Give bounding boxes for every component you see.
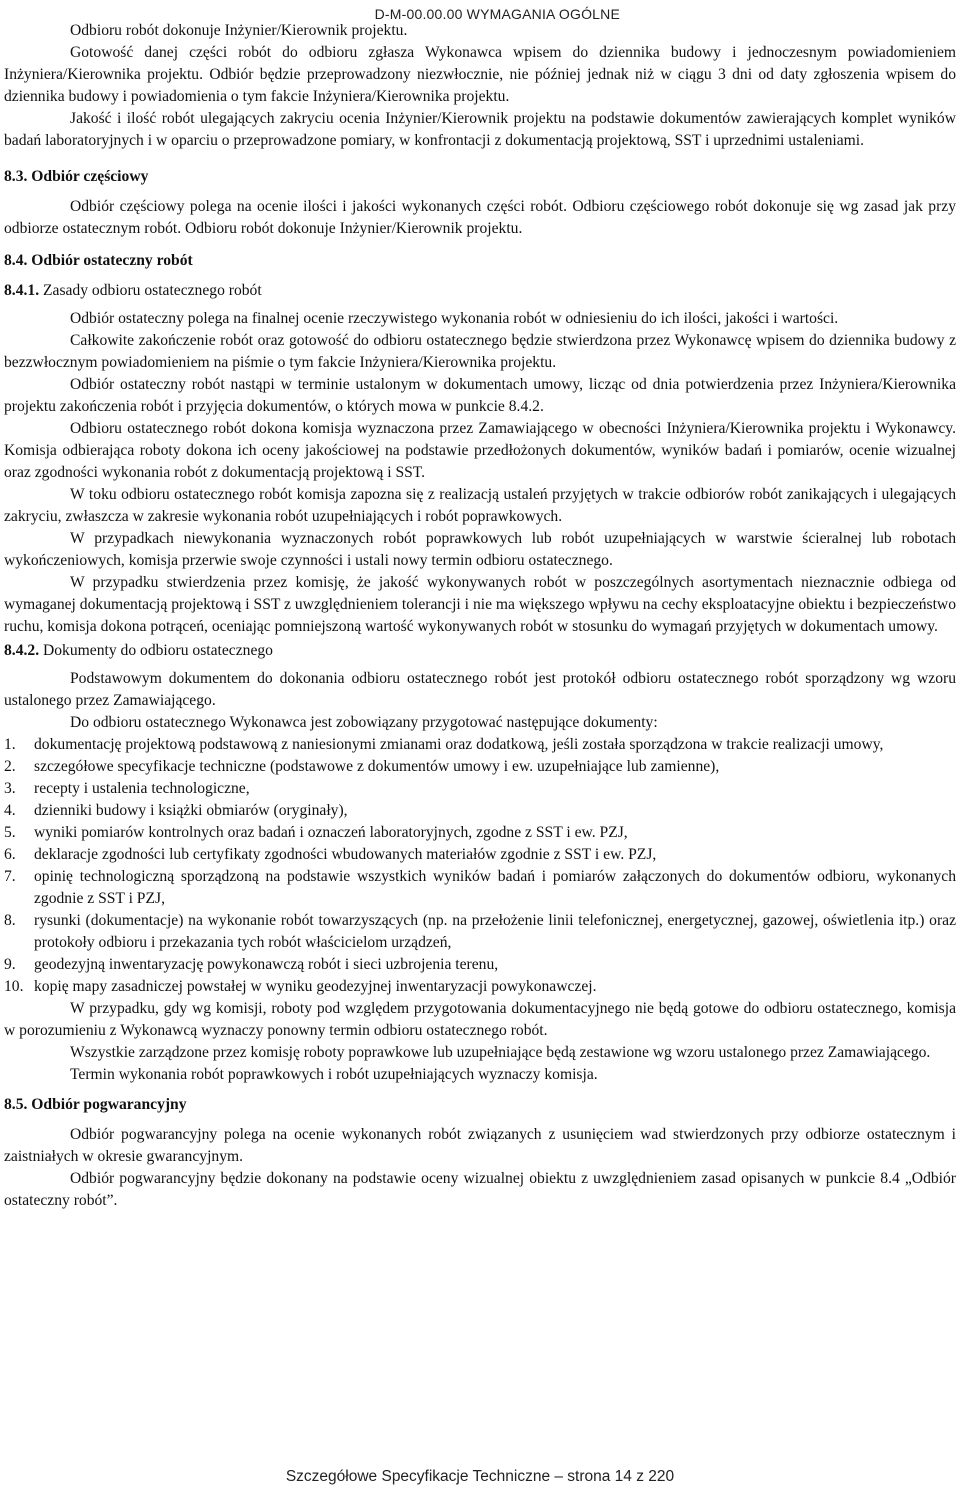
subsection-number: 8.4.1. xyxy=(4,282,40,299)
section-heading-8-3: 8.3. Odbiór częściowy xyxy=(4,168,149,185)
paragraph: Całkowite zakończenie robót oraz gotowość do odbioru ostatecznego będzie stwierdzona przez Wykonawcę wpisem do dziennika budowy z bezzwłocznym powiadomieniem na piśmie o tym fakcie Inżyniera/Kierownika projektu. xyxy=(4,332,956,371)
list-number: 5. xyxy=(4,824,16,841)
paragraph: Odbioru ostatecznego robót dokona komisja wyznaczona przez Zamawiającego w obecności Inżyniera/Kierownika projektu i Wykonawcy. Komisja odbierająca roboty dokona ich oceny jakościowej na podstawie przedłożonych dokumentów, wyników badań i pomiarów, ocenie wizualnej oraz zgodności wykonania robót z dokumentacją projektową i SST. xyxy=(4,420,956,481)
list-text: recepty i ustalenia technologiczne, xyxy=(34,780,250,797)
paragraph: Odbiór ostateczny robót nastąpi w terminie ustalonym w dokumentach umowy, licząc od dnia potwierdzenia przez Inżyniera/Kierownika projektu zakończenia robót i przyjęcia dokumentów, o których mowa w punkcie 8.4.2. xyxy=(4,376,956,415)
subsection-heading-8-4-1 xyxy=(4,280,956,302)
paragraph: W toku odbioru ostatecznego robót komisja zapozna się z realizacją ustaleń przyjętych w trakcie odbiorów robót zanikających i ulegających zakryciu, zwłaszcza w zakresie wykonania robót uzupełniających i robót poprawkowych. xyxy=(4,486,956,525)
list-number: 8. xyxy=(4,912,16,929)
list-text: opinię technologiczną sporządzoną na podstawie wszystkich wyników badań i pomiarów załączonych do dokumentów odbioru, wykonanych zgodnie z SST i PZJ, xyxy=(34,868,956,907)
documents-list xyxy=(4,734,956,998)
list-item xyxy=(4,866,956,910)
subsection-title: Zasady odbioru ostatecznego robót xyxy=(43,282,262,299)
paragraph: W przypadkach niewykonania wyznaczonych robót poprawkowych lub robót uzupełniających w warstwie ścieralnej lub robotach wykończeniowych, komisja przerwie swoje czynności i ustali nowy termin odbioru ostatecznego. xyxy=(4,530,956,569)
paragraph: Odbiór pogwarancyjny polega na ocenie wykonanych robót związanych z usunięciem wad stwierdzonych przy odbiorze ostatecznym i zaistniałych w okresie gwarancyjnym. xyxy=(4,1126,956,1165)
page-footer: Szczegółowe Specyfikacje Techniczne – strona 14 z 220 xyxy=(285,1468,675,1485)
list-item xyxy=(4,756,956,778)
list-item xyxy=(4,778,956,800)
list-number: 3. xyxy=(4,780,16,797)
paragraph: W przypadku stwierdzenia przez komisję, że jakość wykonywanych robót w poszczególnych asortymentach nieznacznie odbiega od wymaganej dokumentacją projektową i SST z uwzględnieniem tolerancji i nie ma większego wpływu na cechy eksploatacyjne obiektu i bezpieczeństwo ruchu, komisja dokona potrąceń, oceniając pomniejszoną wartość wykonywanych robót w stosunku do wymagań przyjętych w dokumentach umowy. xyxy=(4,574,956,635)
list-item xyxy=(4,822,956,844)
paragraph: Odbiór pogwarancyjny będzie dokonany na podstawie oceny wizualnej obiektu z uwzględnieniem zasad opisanych w punkcie 8.4 „Odbiór ostateczny robót”. xyxy=(4,1170,956,1209)
list-text: geodezyjną inwentaryzację powykonawczą robót i sieci uzbrojenia terenu, xyxy=(34,956,499,973)
paragraph: Termin wykonania robót poprawkowych i robót uzupełniających wyznaczy komisja. xyxy=(70,1066,598,1083)
list-item xyxy=(4,976,956,998)
list-item xyxy=(4,844,956,866)
document-body xyxy=(4,20,956,1212)
paragraph: Gotowość danej części robót do odbioru zgłasza Wykonawca wpisem do dziennika budowy i jednoczesnym powiadomieniem Inżyniera/Kierownika projektu. Odbiór będzie przeprowadzony niezwłocznie, nie później jednak niż w ciągu 3 dni od daty zgłoszenia wpisem do dziennika budowy i powiadomienia o tym fakcie Inżyniera/Kierownika projektu. xyxy=(4,44,956,105)
paragraph: Odbioru robót dokonuje Inżynier/Kierownik projektu. xyxy=(70,22,408,39)
list-number: 2. xyxy=(4,758,16,775)
list-text: deklaracje zgodności lub certyfikaty zgodności wbudowanych materiałów zgodnie z SST i ew. PZJ, xyxy=(34,846,657,863)
list-item xyxy=(4,734,956,756)
paragraph: Do odbioru ostatecznego Wykonawca jest zobowiązany przygotować następujące dokumenty: xyxy=(70,714,658,731)
subsection-number: 8.4.2. xyxy=(4,642,40,659)
list-number: 4. xyxy=(4,802,16,819)
list-text: kopię mapy zasadniczej powstałej w wyniku geodezyjnej inwentaryzacji powykonawczej. xyxy=(34,978,597,995)
list-item xyxy=(4,910,956,954)
subsection-title: Dokumenty do odbioru ostatecznego xyxy=(43,642,273,659)
paragraph: Odbiór ostateczny polega na finalnej ocenie rzeczywistego wykonania robót w odniesieniu do ich ilości, jakości i wartości. xyxy=(70,310,839,327)
list-item xyxy=(4,954,956,976)
list-number: 6. xyxy=(4,846,16,863)
paragraph: Podstawowym dokumentem do dokonania odbioru ostatecznego robót jest protokół odbioru ostatecznego robót sporządzony wg wzoru ustalonego przez Zamawiającego. xyxy=(4,670,956,709)
section-heading-8-5: 8.5. Odbiór pogwarancyjny xyxy=(4,1096,187,1113)
paragraph: W przypadku, gdy wg komisji, roboty pod względem przygotowania dokumentacyjnego nie będą gotowe do odbioru ostatecznego, komisja w porozumieniu z Wykonawcą wyznaczy ponowny termin odbioru ostatecznego robót. xyxy=(4,1000,956,1039)
list-item xyxy=(4,800,956,822)
list-text: dzienniki budowy i książki obmiarów (oryginały), xyxy=(34,802,348,819)
list-number: 9. xyxy=(4,956,16,973)
list-number: 1. xyxy=(4,736,16,753)
list-text: dokumentację projektową podstawową z naniesionymi zmianami oraz dodatkową, jeśli została sporządzona w trakcie realizacji umowy, xyxy=(34,736,884,753)
section-heading-8-4: 8.4. Odbiór ostateczny robót xyxy=(4,252,193,269)
list-number: 10. xyxy=(4,978,24,995)
paragraph: Wszystkie zarządzone przez komisję roboty poprawkowe lub uzupełniające będą zestawione wg wzoru ustalonego przez Zamawiającego. xyxy=(70,1044,931,1061)
list-text: rysunki (dokumentacje) na wykonanie robót towarzyszących (np. na przełożenie linii telefonicznej, energetycznej, gazowej, oświetlenia itp.) oraz protokoły odbioru i przekazania tych robót właścicielom urządzeń, xyxy=(34,912,956,951)
paragraph: Jakość i ilość robót ulegających zakryciu ocenia Inżynier/Kierownik projektu na podstawie dokumentów zawierających komplet wyników badań laboratoryjnych i w oparciu o przeprowadzone pomiary, w konfrontacji z dokumentacją projektową, SST i uprzednimi ustaleniami. xyxy=(4,110,956,149)
page-header: D-M-00.00.00 WYMAGANIA OGÓLNE xyxy=(374,6,620,22)
subsection-heading-8-4-2 xyxy=(4,640,956,662)
list-text: wyniki pomiarów kontrolnych oraz badań i oznaczeń laboratoryjnych, zgodne z SST i ew. PZJ, xyxy=(34,824,628,841)
list-text: szczegółowe specyfikacje techniczne (podstawowe z dokumentów umowy i ew. uzupełniające lub zamienne), xyxy=(34,758,720,775)
paragraph: Odbiór częściowy polega na ocenie ilości i jakości wykonanych części robót. Odbioru częściowego robót dokonuje się wg zasad jak przy odbiorze ostatecznym robót. Odbioru robót dokonuje Inżynier/Kierownik projektu. xyxy=(4,198,956,237)
list-number: 7. xyxy=(4,868,16,885)
